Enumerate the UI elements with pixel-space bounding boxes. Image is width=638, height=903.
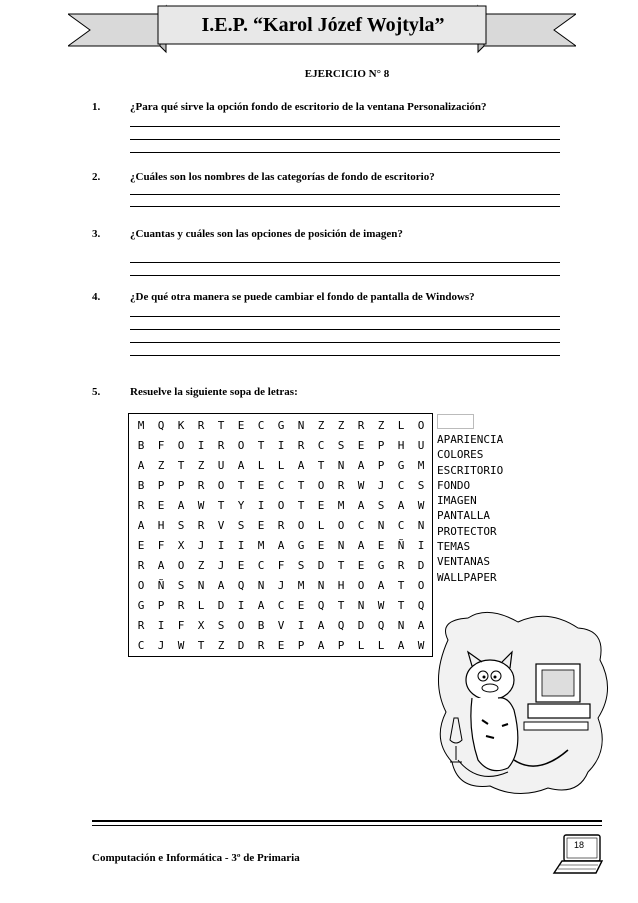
grid-cell[interactable]: R xyxy=(137,499,145,512)
grid-cell[interactable]: E xyxy=(317,499,325,512)
grid-cell[interactable]: I xyxy=(237,539,245,552)
grid-cell[interactable]: A xyxy=(157,559,165,572)
answer-line[interactable] xyxy=(130,152,560,153)
grid-cell[interactable]: B xyxy=(257,619,265,632)
grid-cell[interactable]: N xyxy=(417,519,425,532)
word-list-header-box xyxy=(437,414,474,429)
question-text: ¿Cuantas y cuáles son las opciones de posición de imagen? xyxy=(130,228,403,240)
grid-cell[interactable]: Z xyxy=(157,459,165,472)
grid-cell[interactable]: T xyxy=(257,439,265,452)
grid-cell[interactable]: M xyxy=(257,539,265,552)
grid-cell[interactable]: I xyxy=(297,619,305,632)
word-list-item: ESCRITORIO xyxy=(437,463,504,477)
grid-cell[interactable]: G xyxy=(397,459,405,472)
grid-cell[interactable]: O xyxy=(297,519,305,532)
grid-cell[interactable]: A xyxy=(237,459,245,472)
grid-cell[interactable]: K xyxy=(177,419,185,432)
grid-cell[interactable]: O xyxy=(217,479,225,492)
grid-cell[interactable]: Y xyxy=(237,499,245,512)
answer-line[interactable] xyxy=(130,329,560,330)
grid-cell[interactable]: P xyxy=(177,479,185,492)
answer-line[interactable] xyxy=(130,275,560,276)
grid-cell[interactable]: C xyxy=(317,439,325,452)
word-list-item: COLORES xyxy=(437,448,484,462)
grid-row xyxy=(129,419,434,439)
grid-cell[interactable]: J xyxy=(277,579,285,592)
grid-cell[interactable]: A xyxy=(297,459,305,472)
grid-cell[interactable]: A xyxy=(277,539,285,552)
grid-cell[interactable]: R xyxy=(197,419,205,432)
question-number: 3. xyxy=(92,228,101,240)
grid-cell[interactable]: R xyxy=(137,619,145,632)
answer-line[interactable] xyxy=(130,126,560,127)
question-number: 4. xyxy=(92,291,101,303)
grid-cell[interactable]: V xyxy=(217,519,225,532)
grid-cell[interactable]: R xyxy=(297,439,305,452)
question-text: Resuelve la siguiente sopa de letras: xyxy=(130,386,298,398)
grid-cell[interactable]: U xyxy=(217,459,225,472)
grid-row xyxy=(129,479,434,499)
grid-cell[interactable]: L xyxy=(357,639,365,652)
grid-cell[interactable]: L xyxy=(377,639,385,652)
grid-cell[interactable]: G xyxy=(277,419,285,432)
grid-cell[interactable]: Q xyxy=(417,599,425,612)
grid-cell[interactable]: X xyxy=(177,539,185,552)
grid-cell[interactable]: Q xyxy=(377,619,385,632)
grid-cell[interactable]: E xyxy=(237,419,245,432)
grid-cell[interactable]: A xyxy=(137,519,145,532)
answer-line[interactable] xyxy=(130,206,560,207)
grid-cell[interactable]: P xyxy=(157,599,165,612)
word-search-grid xyxy=(128,413,433,657)
grid-cell[interactable]: S xyxy=(237,519,245,532)
grid-row xyxy=(129,459,434,479)
answer-line[interactable] xyxy=(130,139,560,140)
footer-course: Computación e Informática - 3º de Primaria xyxy=(92,852,300,864)
grid-row xyxy=(129,599,434,619)
question-number: 5. xyxy=(92,386,101,398)
cat-computer-clipart xyxy=(428,600,618,800)
grid-cell[interactable]: Z xyxy=(217,639,225,652)
grid-cell[interactable]: O xyxy=(417,579,425,592)
grid-cell[interactable]: W xyxy=(197,499,205,512)
grid-cell[interactable]: I xyxy=(157,619,165,632)
grid-cell[interactable]: C xyxy=(397,479,405,492)
grid-cell[interactable]: S xyxy=(177,519,185,532)
grid-cell[interactable]: E xyxy=(357,439,365,452)
grid-cell[interactable]: R xyxy=(257,639,265,652)
grid-cell[interactable]: Z xyxy=(197,459,205,472)
grid-cell[interactable]: E xyxy=(137,539,145,552)
grid-cell[interactable]: B xyxy=(137,439,145,452)
grid-cell[interactable]: T xyxy=(337,559,345,572)
grid-cell[interactable]: S xyxy=(297,559,305,572)
grid-cell[interactable]: R xyxy=(337,479,345,492)
grid-cell[interactable]: R xyxy=(357,419,365,432)
grid-cell[interactable]: O xyxy=(237,439,245,452)
grid-cell[interactable]: N xyxy=(357,599,365,612)
grid-cell[interactable]: W xyxy=(417,639,425,652)
grid-cell[interactable]: D xyxy=(237,639,245,652)
grid-cell[interactable]: P xyxy=(297,639,305,652)
grid-cell[interactable]: A xyxy=(177,499,185,512)
grid-cell[interactable]: Q xyxy=(337,619,345,632)
grid-cell[interactable]: C xyxy=(357,519,365,532)
school-title: I.E.P. “Karol Józef Wojtyla” xyxy=(201,13,445,36)
grid-cell[interactable]: E xyxy=(237,559,245,572)
grid-cell[interactable]: L xyxy=(257,459,265,472)
grid-cell[interactable]: I xyxy=(277,439,285,452)
word-list-item: IMAGEN xyxy=(437,494,477,508)
grid-cell[interactable]: A xyxy=(357,539,365,552)
grid-cell[interactable]: T xyxy=(297,479,305,492)
word-list-item: FONDO xyxy=(437,478,471,492)
grid-cell[interactable]: A xyxy=(397,639,405,652)
answer-line[interactable] xyxy=(130,355,560,356)
grid-cell[interactable]: A xyxy=(377,579,385,592)
grid-cell[interactable]: B xyxy=(137,479,145,492)
grid-cell[interactable]: I xyxy=(197,439,205,452)
grid-cell[interactable]: A xyxy=(137,459,145,472)
answer-line[interactable] xyxy=(130,262,560,263)
answer-line[interactable] xyxy=(130,316,560,317)
grid-cell[interactable]: Z xyxy=(317,419,325,432)
grid-cell[interactable]: G xyxy=(297,539,305,552)
grid-cell[interactable]: N xyxy=(297,419,305,432)
grid-cell[interactable]: P xyxy=(157,479,165,492)
grid-cell[interactable]: Q xyxy=(157,419,165,432)
answer-line[interactable] xyxy=(130,342,560,343)
grid-row xyxy=(129,519,434,539)
grid-cell[interactable]: Ñ xyxy=(157,579,165,592)
grid-cell[interactable]: O xyxy=(417,419,425,432)
grid-cell[interactable]: E xyxy=(317,539,325,552)
grid-cell[interactable]: W xyxy=(417,499,425,512)
grid-cell[interactable]: E xyxy=(297,599,305,612)
grid-cell[interactable]: A xyxy=(257,599,265,612)
grid-cell[interactable]: E xyxy=(277,639,285,652)
grid-cell[interactable]: D xyxy=(317,559,325,572)
grid-cell[interactable]: G xyxy=(137,599,145,612)
grid-row xyxy=(129,579,434,599)
grid-cell[interactable]: T xyxy=(317,459,325,472)
grid-cell[interactable]: V xyxy=(277,619,285,632)
grid-cell[interactable]: R xyxy=(137,559,145,572)
grid-cell[interactable]: F xyxy=(157,439,165,452)
grid-cell[interactable]: T xyxy=(237,479,245,492)
grid-cell[interactable]: N xyxy=(257,579,265,592)
grid-cell[interactable]: H xyxy=(337,579,345,592)
grid-cell[interactable]: Z xyxy=(197,559,205,572)
word-list-item: APARIENCIA xyxy=(437,433,504,446)
grid-cell[interactable]: H xyxy=(157,519,165,532)
grid-cell[interactable]: X xyxy=(197,619,205,632)
grid-cell[interactable]: G xyxy=(377,559,385,572)
grid-cell[interactable]: Z xyxy=(377,419,385,432)
grid-cell[interactable]: N xyxy=(337,539,345,552)
grid-cell[interactable]: R xyxy=(177,599,185,612)
grid-cell[interactable]: A xyxy=(217,579,225,592)
grid-cell[interactable]: O xyxy=(337,519,345,532)
grid-cell[interactable]: J xyxy=(197,539,205,552)
word-list-item: VENTANAS xyxy=(437,555,490,569)
grid-cell[interactable]: W xyxy=(177,639,185,652)
grid-cell[interactable]: T xyxy=(297,499,305,512)
grid-cell[interactable]: A xyxy=(417,619,425,632)
grid-cell[interactable]: J xyxy=(377,479,385,492)
grid-cell[interactable]: N xyxy=(377,519,385,532)
grid-cell[interactable]: I xyxy=(257,499,265,512)
grid-row xyxy=(129,559,434,579)
grid-cell[interactable]: O xyxy=(237,619,245,632)
grid-cell[interactable]: M xyxy=(137,419,145,432)
page-number: 18 xyxy=(573,840,584,850)
grid-cell[interactable]: A xyxy=(317,639,325,652)
grid-cell[interactable]: W xyxy=(357,479,365,492)
grid-cell[interactable]: O xyxy=(177,439,185,452)
grid-row xyxy=(129,439,434,459)
grid-row xyxy=(129,499,434,519)
question-text: ¿Cuáles son los nombres de las categorías de fondo de escritorio? xyxy=(130,171,435,183)
answer-line[interactable] xyxy=(130,194,560,195)
grid-cell[interactable]: E xyxy=(377,539,385,552)
grid-cell[interactable]: O xyxy=(357,579,365,592)
grid-cell[interactable]: T xyxy=(177,459,185,472)
grid-cell[interactable]: N xyxy=(397,619,405,632)
grid-cell[interactable]: R xyxy=(277,519,285,532)
word-list-item: WALLPAPER xyxy=(437,570,497,584)
grid-cell[interactable]: T xyxy=(397,579,405,592)
grid-cell[interactable]: N xyxy=(337,459,345,472)
grid-cell[interactable]: I xyxy=(237,599,245,612)
grid-cell[interactable]: A xyxy=(397,499,405,512)
grid-cell[interactable]: N xyxy=(317,579,325,592)
question-number: 1. xyxy=(92,101,101,113)
grid-cell[interactable]: E xyxy=(257,479,265,492)
grid-cell[interactable]: J xyxy=(157,639,165,652)
grid-cell[interactable]: R xyxy=(197,519,205,532)
grid-cell[interactable]: I xyxy=(417,539,425,552)
grid-cell[interactable]: C xyxy=(397,519,405,532)
word-list-item: PANTALLA xyxy=(437,509,490,523)
grid-cell[interactable]: T xyxy=(217,419,225,432)
grid-cell[interactable]: S xyxy=(177,579,185,592)
grid-cell[interactable]: T xyxy=(337,599,345,612)
exercise-title-text: EJERCICIO N° 8 xyxy=(304,68,390,80)
grid-cell[interactable]: T xyxy=(197,639,205,652)
grid-cell[interactable]: D xyxy=(357,619,365,632)
grid-cell[interactable]: C xyxy=(257,419,265,432)
grid-cell[interactable]: W xyxy=(377,599,385,612)
grid-cell[interactable]: P xyxy=(377,459,385,472)
grid-cell[interactable]: L xyxy=(277,459,285,472)
grid-cell[interactable]: O xyxy=(317,479,325,492)
grid-cell[interactable]: D xyxy=(217,599,225,612)
grid-cell[interactable]: S xyxy=(217,619,225,632)
grid-cell[interactable]: R xyxy=(197,479,205,492)
grid-cell[interactable]: F xyxy=(277,559,285,572)
grid-cell[interactable]: C xyxy=(137,639,145,652)
question-text: ¿De qué otra manera se puede cambiar el fondo de pantalla de Windows? xyxy=(130,291,475,303)
grid-cell[interactable]: S xyxy=(417,479,425,492)
grid-cell[interactable]: U xyxy=(417,439,425,452)
grid-cell[interactable]: Q xyxy=(237,579,245,592)
grid-cell[interactable]: L xyxy=(197,599,205,612)
grid-cell[interactable]: E xyxy=(357,559,365,572)
exercise-title xyxy=(0,68,638,80)
grid-cell[interactable]: C xyxy=(257,559,265,572)
grid-cell[interactable]: S xyxy=(377,499,385,512)
grid-cell[interactable]: F xyxy=(157,539,165,552)
grid-cell[interactable]: F xyxy=(177,619,185,632)
grid-cell[interactable]: A xyxy=(317,619,325,632)
grid-row xyxy=(129,539,434,559)
grid-cell[interactable]: E xyxy=(157,499,165,512)
grid-cell[interactable]: Ñ xyxy=(397,539,405,552)
grid-row xyxy=(129,639,434,659)
word-list xyxy=(437,432,503,585)
grid-cell[interactable]: J xyxy=(217,559,225,572)
grid-cell[interactable]: N xyxy=(197,579,205,592)
grid-cell[interactable]: R xyxy=(217,439,225,452)
grid-cell[interactable]: L xyxy=(397,419,405,432)
grid-row xyxy=(129,619,434,639)
footer-rule-thin xyxy=(92,825,602,826)
grid-cell[interactable]: A xyxy=(357,459,365,472)
grid-cell[interactable]: D xyxy=(417,559,425,572)
grid-cell[interactable]: O xyxy=(177,559,185,572)
grid-cell[interactable]: O xyxy=(137,579,145,592)
grid-cell[interactable]: R xyxy=(397,559,405,572)
grid-cell[interactable]: P xyxy=(337,639,345,652)
grid-cell[interactable]: M xyxy=(337,499,345,512)
word-list-item: TEMAS xyxy=(437,540,471,554)
question-number: 2. xyxy=(92,171,101,183)
grid-cell[interactable]: L xyxy=(317,519,325,532)
grid-cell[interactable]: H xyxy=(397,439,405,452)
grid-cell[interactable]: P xyxy=(377,439,385,452)
grid-cell[interactable]: C xyxy=(277,599,285,612)
grid-cell[interactable]: M xyxy=(417,459,425,472)
grid-cell[interactable]: T xyxy=(397,599,405,612)
grid-cell[interactable]: C xyxy=(277,479,285,492)
grid-cell[interactable]: E xyxy=(257,519,265,532)
grid-cell[interactable]: Q xyxy=(317,599,325,612)
footer-rule xyxy=(92,820,602,822)
grid-cell[interactable]: M xyxy=(297,579,305,592)
grid-cell[interactable]: O xyxy=(277,499,285,512)
grid-cell[interactable]: Z xyxy=(337,419,345,432)
grid-cell[interactable]: A xyxy=(357,499,365,512)
word-list-item: PROTECTOR xyxy=(437,524,497,538)
question-text: ¿Para qué sirve la opción fondo de escritorio de la ventana Personalización? xyxy=(130,101,487,113)
grid-cell[interactable]: T xyxy=(217,499,225,512)
grid-cell[interactable]: S xyxy=(337,439,345,452)
grid-cell[interactable]: I xyxy=(217,539,225,552)
